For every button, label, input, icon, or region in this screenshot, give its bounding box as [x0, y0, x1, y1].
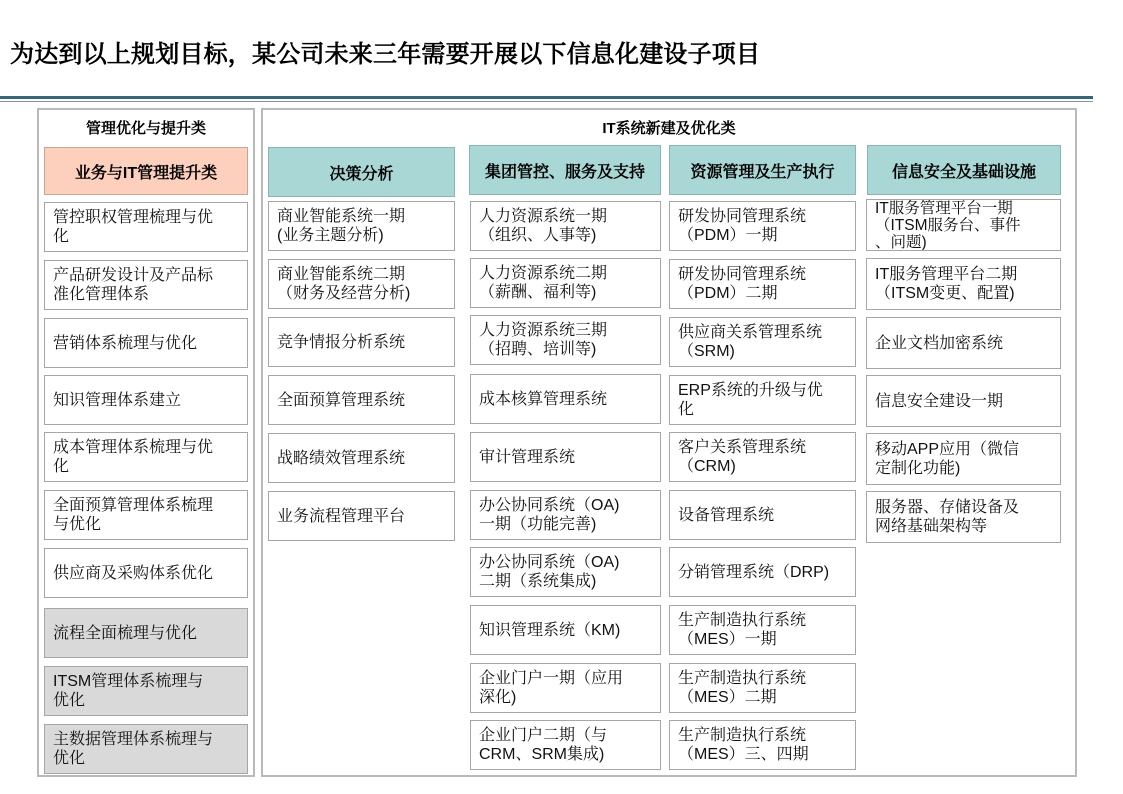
security-item	[866, 375, 1061, 427]
management-item	[44, 666, 248, 716]
group-control-item-label: 审计管理系统	[479, 448, 576, 466]
management-item	[44, 490, 248, 540]
resource-item	[669, 547, 856, 597]
management-item-label: 产品研发设计及产品标 准化管理体系	[53, 267, 214, 303]
group-control-item	[470, 720, 661, 770]
management-item-label: ITSM管理体系梳理与 优化	[53, 673, 204, 709]
resource-item-label: 研发协同管理系统 （PDM）二期	[678, 266, 807, 302]
resource-item-label: 设备管理系统	[678, 506, 775, 524]
group-control-item	[470, 490, 661, 540]
decision-item-label: 商业智能系统二期 （财务及经营分析)	[277, 266, 411, 302]
resource-item	[669, 720, 856, 770]
management-item-label: 供应商及采购体系优化	[53, 564, 214, 582]
group-control-item	[470, 663, 661, 713]
security-item-label: IT服务管理平台一期 （ITSM服务台、事件 、问题)	[875, 199, 1021, 251]
group-control-item-label: 人力资源系统三期 （招聘、培训等)	[479, 322, 608, 358]
security-item-label: 服务器、存储设备及 网络基础架构等	[875, 499, 1020, 535]
resource-item-label: 生产制造执行系统 （MES）二期	[678, 670, 807, 706]
decision-item	[268, 201, 455, 251]
column-header-decision: 决策分析	[268, 147, 455, 197]
management-item-label: 流程全面梳理与优化	[53, 624, 198, 642]
group-control-item-label: 人力资源系统一期 （组织、人事等)	[479, 208, 608, 244]
resource-item	[669, 663, 856, 713]
page-title: 为达到以上规划目标，某公司未来三年需要开展以下信息化建设子项目	[10, 41, 761, 68]
group-control-item	[470, 432, 661, 482]
decision-item-label: 战略绩效管理系统	[277, 449, 406, 467]
decision-item-label: 竞争情报分析系统	[277, 333, 406, 351]
decision-item	[268, 317, 455, 367]
security-item-label: 信息安全建设一期	[875, 392, 1004, 410]
group-control-item-label: 企业门户一期（应用 深化)	[479, 670, 624, 706]
resource-item	[669, 201, 856, 251]
resource-item-label: 生产制造执行系统 （MES）一期	[678, 612, 807, 648]
resource-item-label: ERP系统的升级与优 化	[678, 382, 823, 418]
resource-item	[669, 490, 856, 540]
resource-item-label: 生产制造执行系统 （MES）三、四期	[678, 727, 809, 763]
management-item-label: 成本管理体系梳理与优 化	[53, 439, 214, 475]
group-control-item	[470, 374, 661, 424]
resource-item	[669, 432, 856, 482]
resource-item	[669, 605, 856, 655]
group-control-item	[470, 605, 661, 655]
resource-item-label: 研发协同管理系统 （PDM）一期	[678, 208, 807, 244]
management-item	[44, 260, 248, 310]
column-header-security: 信息安全及基础设施	[867, 145, 1061, 195]
group-control-item-label: 办公协同系统（OA) 一期（功能完善)	[479, 497, 620, 533]
management-item-label: 管控职权管理梳理与优 化	[53, 209, 214, 245]
management-item-label: 全面预算管理体系梳理 与优化	[53, 497, 214, 533]
management-item	[44, 432, 248, 482]
management-item	[44, 375, 248, 425]
resource-item	[669, 375, 856, 425]
group-control-item-label: 办公协同系统（OA) 二期（系统集成)	[479, 554, 620, 590]
management-item-label: 营销体系梳理与优化	[53, 334, 198, 352]
group-control-item	[470, 547, 661, 597]
decision-item	[268, 491, 455, 541]
decision-item	[268, 259, 455, 309]
group-control-item-label: 知识管理系统（KM)	[479, 621, 621, 639]
resource-item-label: 客户关系管理系统 （CRM)	[678, 439, 807, 475]
management-header: 业务与IT管理提升类	[44, 147, 248, 195]
group-control-item-label: 成本核算管理系统	[479, 390, 608, 408]
it-panel-title: IT系统新建及优化类	[602, 120, 736, 137]
management-item	[44, 548, 248, 598]
column-header-group-control: 集团管控、服务及支持	[469, 145, 661, 195]
security-item	[866, 491, 1061, 543]
security-item	[866, 433, 1061, 485]
management-item	[44, 724, 248, 774]
group-control-item-label: 人力资源系统二期 （薪酬、福利等)	[479, 265, 608, 301]
title-divider	[0, 96, 1093, 99]
security-item	[866, 258, 1061, 310]
decision-item-label: 全面预算管理系统	[277, 391, 406, 409]
resource-item	[669, 317, 856, 367]
decision-item	[268, 433, 455, 483]
resource-item	[669, 259, 856, 309]
group-control-item-label: 企业门户二期（与 CRM、SRM集成)	[479, 727, 608, 763]
decision-item	[268, 375, 455, 425]
management-item-label: 知识管理体系建立	[53, 391, 182, 409]
decision-item-label: 业务流程管理平台	[277, 507, 406, 525]
resource-item-label: 供应商关系管理系统 （SRM)	[678, 324, 823, 360]
security-item	[866, 199, 1061, 251]
title-divider-thin	[0, 101, 1093, 102]
group-control-item	[470, 201, 661, 251]
column-header-resource: 资源管理及生产执行	[669, 145, 856, 195]
decision-item-label: 商业智能系统一期 (业务主题分析)	[277, 208, 406, 244]
management-item	[44, 318, 248, 368]
management-item	[44, 202, 248, 252]
management-panel-title: 管理优化与提升类	[85, 120, 206, 137]
security-item	[866, 317, 1061, 369]
group-control-item	[470, 315, 661, 365]
resource-item-label: 分销管理系统（DRP)	[678, 563, 830, 581]
security-item-label: 移动APP应用（微信 定制化功能)	[875, 441, 1020, 477]
group-control-item	[470, 258, 661, 308]
security-item-label: 企业文档加密系统	[875, 334, 1004, 352]
management-item-label: 主数据管理体系梳理与 优化	[53, 731, 214, 767]
security-item-label: IT服务管理平台二期 （ITSM变更、配置)	[875, 266, 1018, 302]
management-item	[44, 608, 248, 658]
